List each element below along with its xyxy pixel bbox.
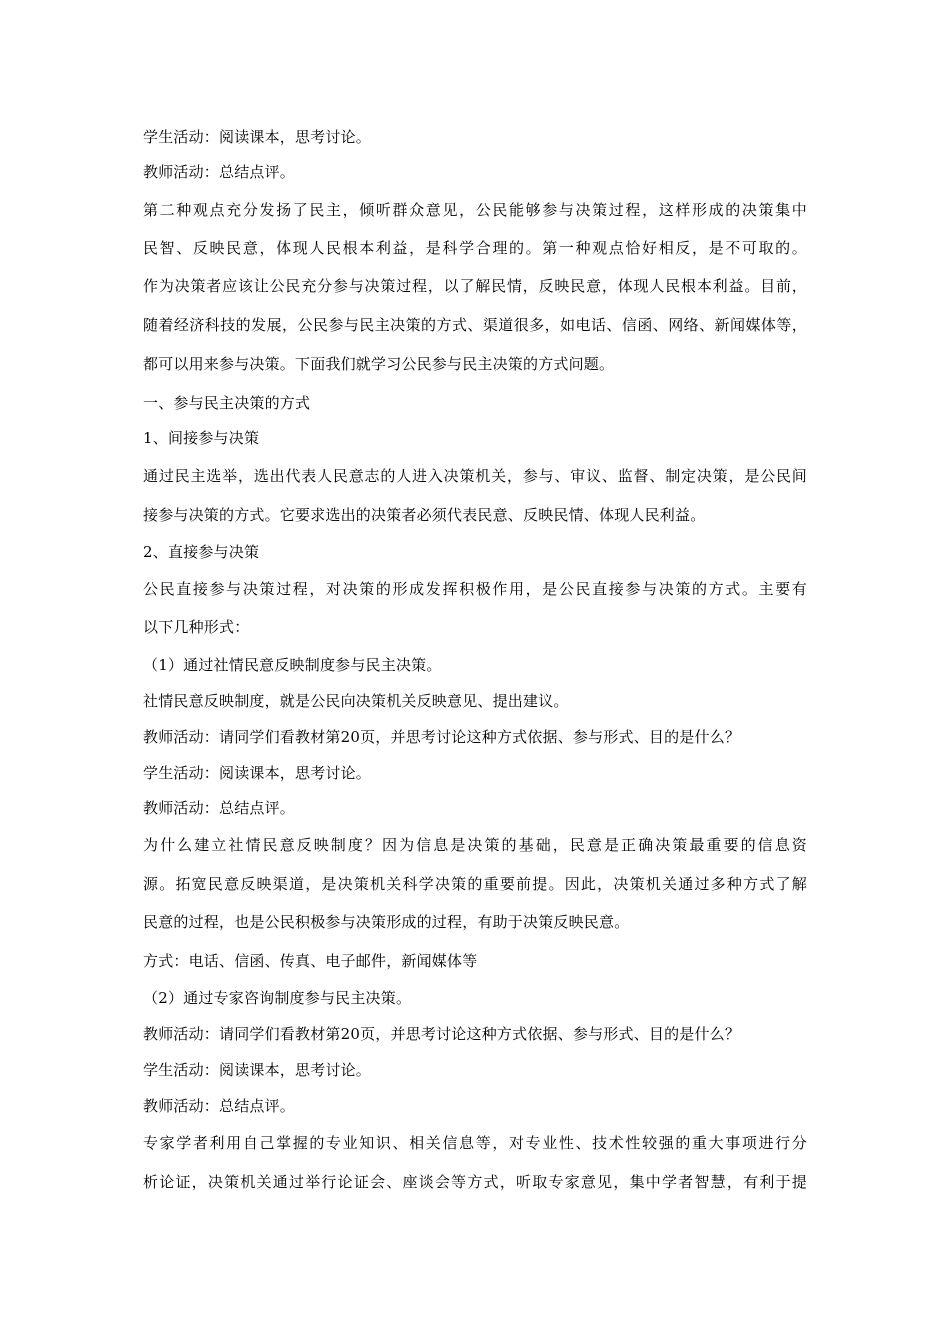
- text-line: 方式：电话、信函、传真、电子邮件，新闻媒体等: [143, 952, 478, 970]
- subsection-heading: 1、间接参与决策: [143, 429, 260, 447]
- text-line: 作为决策者应该让公民充分参与决策过程，以了解民情，反映民意，体现人民根本利益。目前，: [143, 277, 807, 295]
- text-line: 公民直接参与决策过程，对决策的形成发挥积极作用，是公民直接参与决策的方式。主要有: [143, 580, 807, 598]
- text-line: 教师活动：总结点评。: [143, 163, 296, 181]
- text-line: 社情民意反映制度，就是公民向决策机关反映意见、提出建议。: [143, 692, 569, 710]
- text-line: 民智、反映民意，体现人民根本利益，是科学合理的。第一种观点恰好相反，是不可取的。: [143, 239, 807, 257]
- text-line: 源。拓宽民意反映渠道，是决策机关科学决策的重要前提。因此，决策机关通过多种方式了解: [143, 875, 807, 893]
- subsection-heading: 2、直接参与决策: [143, 543, 260, 561]
- text-line: 教师活动：总结点评。: [143, 1097, 296, 1115]
- text-line: 接参与决策的方式。它要求选出的决策者必须代表民意、反映民情、体现人民利益。: [143, 506, 706, 524]
- text-line: 析论证，决策机关通过举行论证会、座谈会等方式，听取专家意见，集中学者智慧，有利于提: [143, 1173, 807, 1191]
- text-line: 教师活动：请同学们看教材第20页，并思考讨论这种方式依据、参与形式、目的是什么？: [143, 728, 741, 746]
- section-heading: 一、参与民主决策的方式: [143, 394, 311, 412]
- text-line: 专家学者利用自己掌握的专业知识、相关信息等，对专业性、技术性较强的重大事项进行分: [143, 1134, 807, 1152]
- text-line: （1）通过社情民意反映制度参与民主决策。: [143, 656, 442, 674]
- text-line: 教师活动：请同学们看教材第20页，并思考讨论这种方式依据、参与形式、目的是什么？: [143, 1025, 741, 1043]
- text-line: 通过民主选举，选出代表人民意志的人进入决策机关，参与、审议、监督、制定决策，是公民间: [143, 467, 807, 485]
- text-line: 学生活动：阅读课本，思考讨论。: [143, 1061, 372, 1079]
- text-line: 随着经济科技的发展，公民参与民主决策的方式、渠道很多，如电话、信函、网络、新闻媒体等，: [143, 316, 807, 334]
- text-line: 民意的过程，也是公民积极参与决策形成的过程，有助于决策反映民意。: [143, 913, 630, 931]
- text-line: 为什么建立社情民意反映制度？因为信息是决策的基础，民意是正确决策最重要的信息资: [143, 836, 807, 854]
- text-line: 第二种观点充分发扬了民主，倾听群众意见，公民能够参与决策过程，这样形成的决策集中: [143, 201, 807, 219]
- text-line: 以下几种形式：: [143, 618, 250, 636]
- text-line: 都可以用来参与决策。下面我们就学习公民参与民主决策的方式问题。: [143, 355, 615, 373]
- text-line: 学生活动：阅读课本，思考讨论。: [143, 128, 372, 146]
- text-line: （2）通过专家咨询制度参与民主决策。: [143, 989, 412, 1007]
- text-line: 教师活动：总结点评。: [143, 799, 296, 817]
- text-line: 学生活动：阅读课本，思考讨论。: [143, 764, 372, 782]
